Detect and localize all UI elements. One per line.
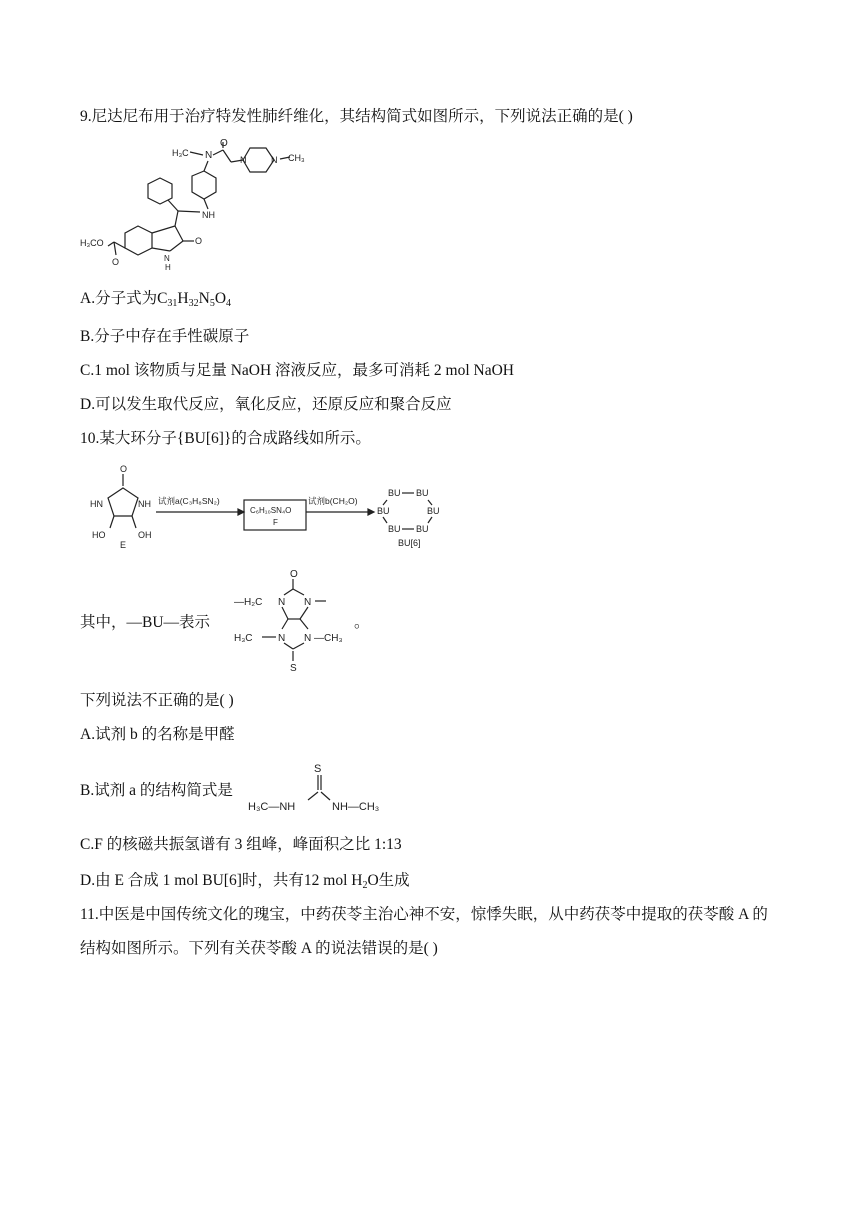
svg-text:BU: BU bbox=[427, 506, 440, 516]
svg-text:NH—CH₃: NH—CH₃ bbox=[332, 801, 380, 813]
q10-bu-definition-suffix: 。 bbox=[354, 614, 370, 631]
label-h3c: H₃C bbox=[172, 148, 189, 158]
q10-question: 下列说法不正确的是( ) bbox=[80, 692, 234, 709]
formula: $C_{31}H_{32}N_5O_4$ bbox=[157, 290, 232, 309]
q10-bu-definition-prefix: 其中，—BU—表示 bbox=[80, 614, 211, 631]
svg-text:BU: BU bbox=[388, 524, 401, 534]
label-pip-n1: N bbox=[240, 155, 247, 165]
label-ch3: CH₃ bbox=[288, 153, 305, 163]
svg-text:—H₂C: —H₂C bbox=[234, 597, 263, 608]
q9-option-d: D.可以发生取代反应，氧化反应，还原反应和聚合反应 bbox=[80, 396, 452, 413]
svg-text:O: O bbox=[290, 569, 298, 580]
q10-option-a: A.试剂 b 的名称是甲醛 bbox=[80, 726, 235, 743]
svg-text:N: N bbox=[278, 633, 286, 644]
q10-stem: 10.某大环分子{BU[6]}的合成路线如所示。 bbox=[80, 430, 371, 447]
f-formula: C₆H₁₀SN₄O bbox=[250, 506, 292, 515]
q10-option-c: C.F 的核磁共振氢谱有 3 组峰，峰面积之比 1:13 bbox=[80, 836, 402, 853]
label-nh: NH bbox=[202, 210, 215, 220]
svg-text:BU: BU bbox=[388, 488, 401, 498]
q9-option-a bbox=[80, 288, 231, 315]
label-h3co: H₃CO bbox=[80, 238, 104, 248]
svg-text:N: N bbox=[304, 633, 312, 644]
q10-option-b-prefix: B.试剂 a 的结构简式是 bbox=[80, 782, 233, 799]
nintedanib-structure bbox=[80, 138, 310, 278]
reagent-a-label: 试剂a(C₃H₈SN₂) bbox=[158, 496, 220, 506]
svg-text:HN: HN bbox=[90, 499, 103, 509]
product-label: BU[6] bbox=[398, 538, 421, 548]
svg-text:HO: HO bbox=[92, 530, 106, 540]
q9-option-a-prefix: A.分子式为 bbox=[80, 290, 158, 307]
bu-unit-structure bbox=[226, 565, 356, 682]
q9-option-b: B.分子中存在手性碳原子 bbox=[80, 328, 250, 345]
svg-text:BU: BU bbox=[416, 524, 429, 534]
q9-stem: 9.尼达尼布用于治疗特发性肺纤维化，其结构简式如图所示，下列说法正确的是( ) bbox=[80, 108, 633, 125]
reagent-a-structure bbox=[248, 758, 398, 823]
q11-stem: 11.中医是中国传统文化的瑰宝，中药茯苓主治心神不安，惊悸失眠，从中药茯苓中提取的茯苓酸 A 的结构如图所示。下列有关茯苓酸 A 的说法错误的是( ) bbox=[80, 906, 768, 957]
bu6-synthesis-scheme bbox=[80, 462, 460, 559]
svg-text:BU: BU bbox=[416, 488, 429, 498]
q10-option-d: D.由 E 合成 1 mol BU[6]时，共有12 mol $H_2O$生成 bbox=[80, 872, 410, 891]
label-n-top: N bbox=[205, 150, 213, 161]
svg-text:H₃C: H₃C bbox=[234, 633, 253, 644]
svg-text:E: E bbox=[120, 540, 127, 550]
label-nh-bottom-h: H bbox=[165, 263, 171, 272]
svg-text:NH: NH bbox=[138, 499, 151, 509]
svg-text:—CH₃: —CH₃ bbox=[314, 633, 343, 644]
svg-text:OH: OH bbox=[138, 530, 152, 540]
f-label: F bbox=[273, 518, 278, 527]
label-nh-bottom-n: N bbox=[164, 254, 170, 263]
svg-text:O: O bbox=[120, 464, 128, 474]
svg-text:S: S bbox=[290, 663, 297, 674]
label-o-right: O bbox=[195, 236, 203, 246]
svg-text:N: N bbox=[304, 597, 312, 608]
label-o-top: O bbox=[220, 138, 228, 149]
label-o-left: O bbox=[112, 257, 120, 267]
reagent-b-label: 试剂b(CH₂O) bbox=[308, 496, 358, 506]
label-pip-n2: N bbox=[271, 155, 278, 165]
q9-option-c: C.1 mol 该物质与足量 NaOH 溶液反应，最多可消耗 2 mol NaOH bbox=[80, 362, 514, 379]
svg-text:H₃C—NH: H₃C—NH bbox=[248, 801, 296, 813]
svg-text:BU: BU bbox=[377, 506, 390, 516]
svg-text:N: N bbox=[278, 597, 286, 608]
svg-text:S: S bbox=[314, 763, 322, 775]
